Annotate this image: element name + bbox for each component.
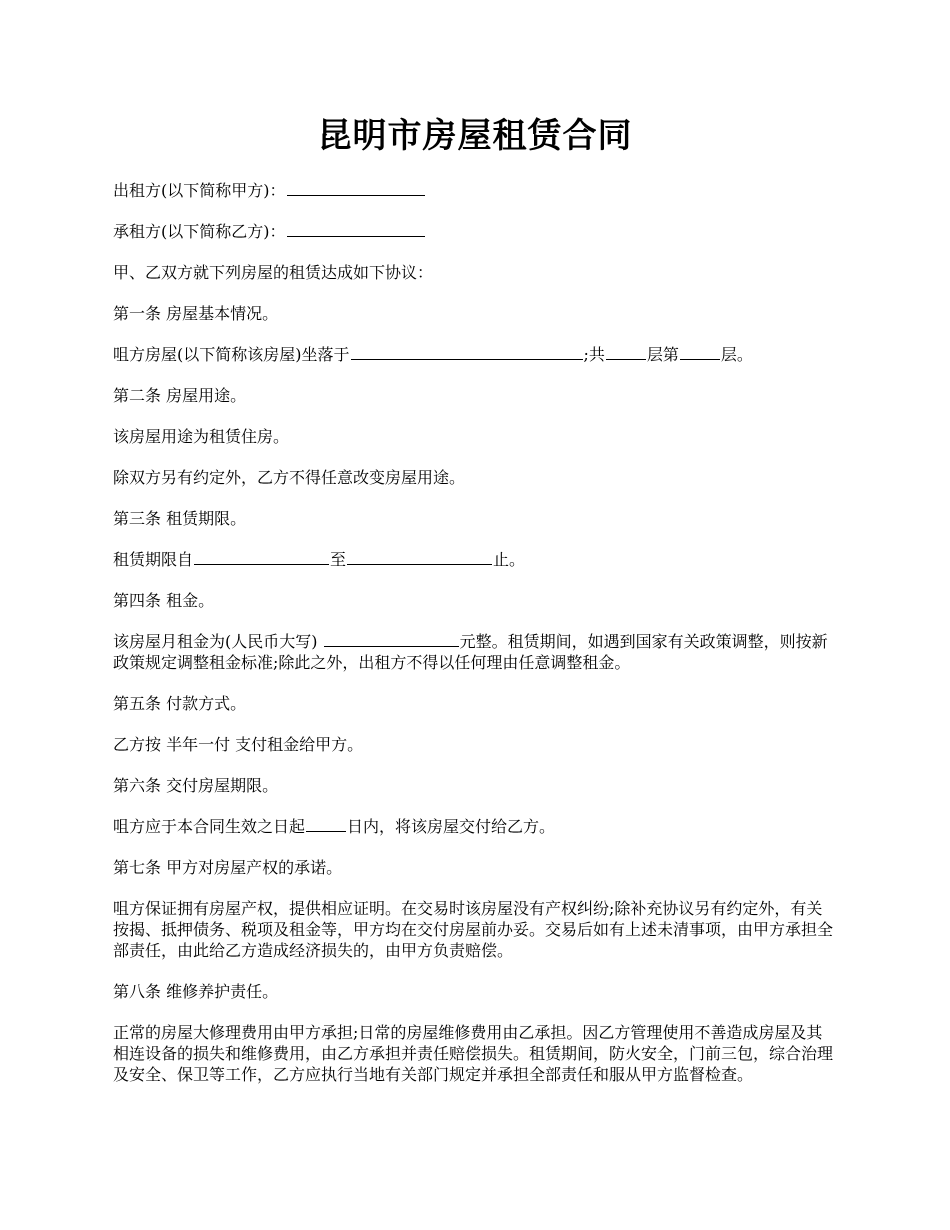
term-start-blank[interactable]	[194, 549, 329, 565]
article-7-heading: 第七条 甲方对房屋产权的承诺。	[113, 858, 343, 877]
article-1-heading: 第一条 房屋基本情况。	[113, 304, 279, 323]
total-floors-blank[interactable]	[606, 344, 646, 360]
floor-number-label: 层第	[646, 345, 679, 364]
floor-number-blank[interactable]	[680, 344, 720, 360]
lessor-line	[113, 180, 838, 201]
rent-label: 该房屋月租金为(人民币大写)	[113, 632, 323, 651]
delivery-days-blank[interactable]	[306, 816, 346, 832]
term-to-label: 至	[330, 550, 347, 569]
location-blank[interactable]	[351, 344, 583, 360]
rent-paragraph	[113, 631, 838, 673]
article-6-heading: 第六条 交付房屋期限。	[113, 776, 279, 795]
term-end-blank[interactable]	[347, 549, 492, 565]
article-5-heading: 第五条 付款方式。	[113, 694, 247, 713]
delivery-text: 日内，将该房屋交付给乙方。	[347, 817, 556, 836]
rent-text: 元整。租赁期间，如遇到国家有关政策调整，则按新政策规定调整租金标准;除此之外，出租方不得以任何理由任意调整租金。	[113, 632, 828, 672]
ownership-paragraph: 咀方保证拥有房屋产权，提供相应证明。在交易时该房屋没有产权纠纷;除补充协议另有约定外，有关按揭、抵押债务、税项及租金等，甲方均在交付房屋前办妥。交易后如有上述未清事项，由甲方承担全部责任，由此给乙方造成经济损失的，由甲方负责赔偿。	[113, 899, 834, 960]
document-body	[113, 180, 838, 1105]
delivery-line	[113, 816, 838, 837]
maintenance-paragraph: 正常的房屋大修理费用由甲方承担;日常的房屋维修费用由乙承担。因乙方管理使用不善造成房屋及其相连设备的损失和维修费用，由乙方承担并责任赔偿损失。租赁期间，防火安全，门前三包，综合治理及安全、保卫等工作，乙方应执行当地有关部门规定并承担全部责任和服从甲方监督检查。	[113, 1023, 834, 1084]
lease-term-line	[113, 549, 838, 570]
lessee-blank[interactable]	[287, 221, 425, 237]
delivery-label: 咀方应于本合同生效之日起	[113, 817, 306, 836]
lessor-blank[interactable]	[287, 180, 425, 196]
article-8-heading: 第八条 维修养护责任。	[113, 982, 279, 1001]
rent-amount-blank[interactable]	[324, 631, 459, 647]
floor-suffix: 层。	[720, 345, 753, 364]
property-location-line	[113, 344, 838, 365]
agreement-intro: 甲、乙双方就下列房屋的租赁达成如下协议：	[113, 263, 434, 282]
location-label: 咀方房屋(以下简称该房屋)坐落于	[113, 345, 350, 364]
total-floors-label: ;共	[583, 345, 605, 364]
document-title: 昆明市房屋租赁合同	[317, 116, 633, 156]
usage-text: 该房屋用途为租赁住房。	[113, 427, 290, 446]
usage-restriction-text: 除双方另有约定外，乙方不得任意改变房屋用途。	[113, 468, 466, 487]
payment-method-text: 乙方按 半年一付 支付租金给甲方。	[113, 735, 364, 754]
article-3-heading: 第三条 租赁期限。	[113, 509, 247, 528]
lessee-label: 承租方(以下简称乙方)：	[113, 222, 286, 241]
article-4-heading: 第四条 租金。	[113, 591, 215, 610]
article-2-heading: 第二条 房屋用途。	[113, 386, 247, 405]
lessor-label: 出租方(以下简称甲方)：	[113, 181, 286, 200]
term-end-suffix: 止。	[493, 550, 526, 569]
term-start-label: 租赁期限自	[113, 550, 194, 569]
lessee-line	[113, 221, 838, 242]
